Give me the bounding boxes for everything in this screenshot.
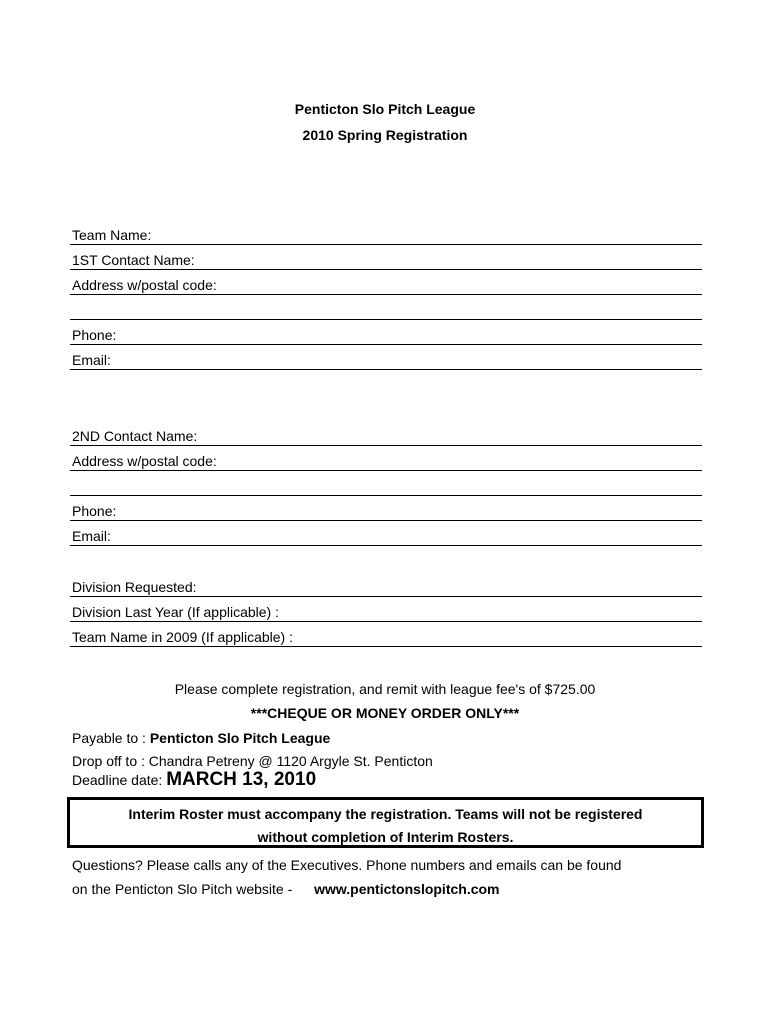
contact1-email-label: Email: (72, 352, 111, 368)
team-name-field[interactable] (70, 220, 702, 245)
notice-line-1: Interim Roster must accompany the registration. Teams will not be registered (128, 806, 643, 822)
team-name-2009-label: Team Name in 2009 (If applicable) : (72, 629, 293, 645)
contact2-email-label: Email: (72, 528, 111, 544)
notice-line-2: without completion of Interim Rosters. (257, 829, 514, 845)
contact2-name-label: 2ND Contact Name: (72, 428, 198, 444)
drop-off-line: Drop off to : Chandra Petreny @ 1120 Argyle St. Penticton (72, 753, 433, 769)
contact1-email-field[interactable] (70, 345, 702, 370)
division-last-year-field[interactable] (70, 597, 702, 622)
division-requested-label: Division Requested: (72, 579, 197, 595)
deadline-label: Deadline date: (72, 772, 163, 788)
team-name-2009-field[interactable] (70, 622, 702, 647)
website-link[interactable]: www.pentictonslopitch.com (314, 881, 500, 897)
questions-line-2-text: on the Penticton Slo Pitch website - (72, 881, 293, 897)
interim-roster-notice (67, 797, 704, 848)
remit-instruction: Please complete registration, and remit with league fee's of $725.00 (174, 681, 596, 697)
payable-to-line (72, 729, 330, 747)
deadline-value: MARCH 13, 2010 (166, 769, 317, 790)
questions-line-2 (72, 880, 500, 898)
payable-to-label: Payable to : (72, 730, 146, 746)
questions-line-1: Questions? Please calls any of the Executives. Phone numbers and emails can be found (72, 857, 622, 873)
contact2-phone-field[interactable] (70, 496, 702, 521)
contact1-address-label: Address w/postal code: (72, 277, 217, 293)
contact2-address-label: Address w/postal code: (72, 453, 217, 469)
form-title: Penticton Slo Pitch League (294, 101, 476, 117)
team-name-label: Team Name: (72, 227, 152, 243)
contact2-name-field[interactable] (70, 421, 702, 446)
contact1-name-label: 1ST Contact Name: (72, 252, 195, 268)
division-requested-field[interactable] (70, 572, 702, 597)
deadline-line (72, 771, 316, 789)
contact1-phone-label: Phone: (72, 327, 117, 343)
contact1-address-field[interactable] (70, 270, 702, 295)
payable-to-value: Penticton Slo Pitch League (149, 730, 331, 746)
form-subtitle: 2010 Spring Registration (302, 127, 468, 143)
contact1-phone-field[interactable] (70, 320, 702, 345)
contact1-name-field[interactable] (70, 245, 702, 270)
payment-type-note: ***CHEQUE OR MONEY ORDER ONLY*** (250, 705, 520, 721)
contact2-address-field[interactable] (70, 446, 702, 471)
contact2-email-field[interactable] (70, 521, 702, 546)
contact2-phone-label: Phone: (72, 503, 117, 519)
division-last-year-label: Division Last Year (If applicable) : (72, 604, 279, 620)
